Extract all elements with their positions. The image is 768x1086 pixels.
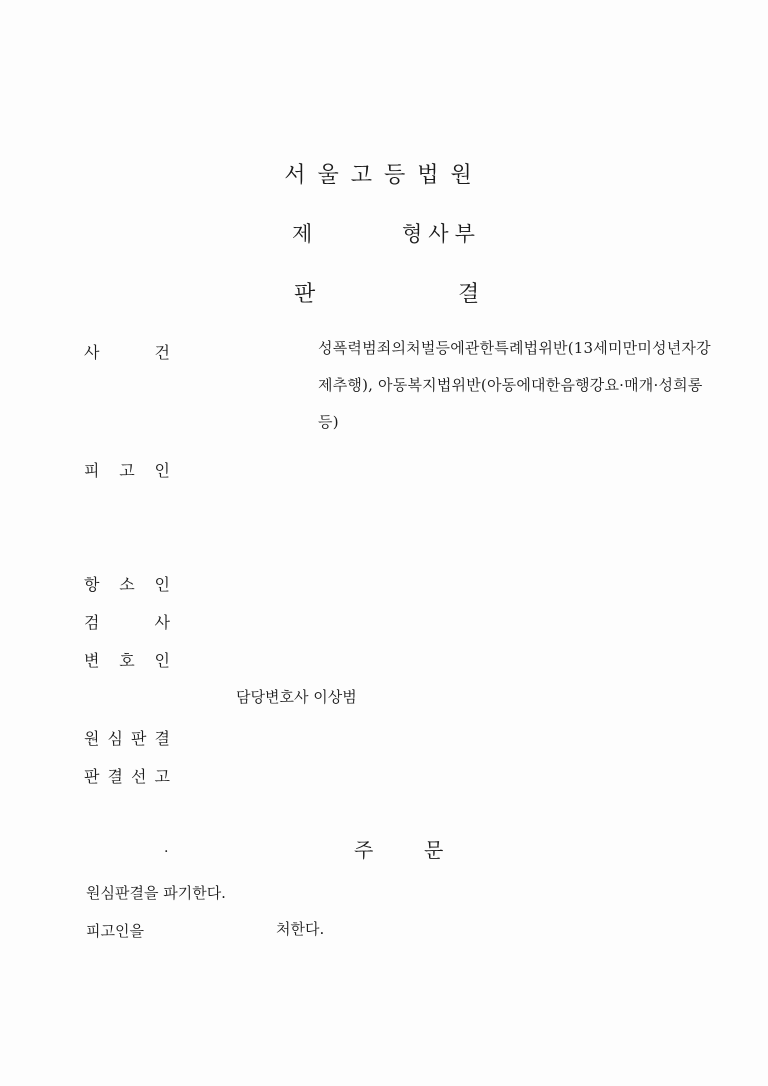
case-label-char: 사 xyxy=(84,343,100,362)
judgment-title-part1: 판 xyxy=(294,282,316,307)
sentencing-label-char: 고 xyxy=(154,767,170,786)
original-judgment-label-char: 원 xyxy=(84,729,100,748)
sentencing-label xyxy=(84,764,170,787)
division-number: 제 xyxy=(292,222,313,246)
appellant-label-char: 소 xyxy=(119,575,135,594)
counsel-label-char: 호 xyxy=(119,651,135,670)
case-label xyxy=(84,340,170,363)
original-judgment-label xyxy=(84,726,170,749)
sentencing-label-char: 선 xyxy=(131,767,147,786)
stray-dot: . xyxy=(164,840,169,856)
defendant-label-char: 인 xyxy=(154,461,170,480)
prosecutor-label-char: 사 xyxy=(154,613,170,632)
appellant-label xyxy=(84,572,170,595)
defendant-label xyxy=(84,458,170,481)
sentencing-label-char: 판 xyxy=(84,767,100,786)
case-label-char: 건 xyxy=(154,343,170,362)
counsel-label-char: 변 xyxy=(84,651,100,670)
counsel-label-char: 인 xyxy=(154,651,170,670)
case-description: 성폭력범죄의처벌등에관한특례법위반(13세미만미성년자강제추행), 아동복지법위반(아동에대한음행강요·매개·성희롱등) xyxy=(318,339,711,431)
prosecutor-label xyxy=(84,610,170,633)
order-title-part2: 문 xyxy=(424,838,444,862)
original-judgment-label-char: 심 xyxy=(107,729,123,748)
original-judgment-label-char: 결 xyxy=(154,729,170,748)
appellant-label-char: 인 xyxy=(154,575,170,594)
judgment-title-part2: 결 xyxy=(458,282,480,307)
prosecutor-label-char: 검 xyxy=(84,613,100,632)
order-line-defendant: 피고인을 xyxy=(86,922,144,940)
order-line-sentence: 처한다. xyxy=(276,920,325,938)
defendant-label-char: 고 xyxy=(119,461,135,480)
division-name: 형사부 xyxy=(402,222,481,246)
order-title-part1: 주 xyxy=(354,838,374,862)
attorney-name: 담당변호사 이상범 xyxy=(236,688,357,706)
counsel-label xyxy=(84,648,170,671)
defendant-label-char: 피 xyxy=(84,461,100,480)
sentencing-label-char: 결 xyxy=(107,767,123,786)
appellant-label-char: 항 xyxy=(84,575,100,594)
original-judgment-label-char: 판 xyxy=(131,729,147,748)
order-line-reverse: 원심판결을 파기한다. xyxy=(86,884,226,902)
court-name: 서울고등법원 xyxy=(284,163,484,188)
